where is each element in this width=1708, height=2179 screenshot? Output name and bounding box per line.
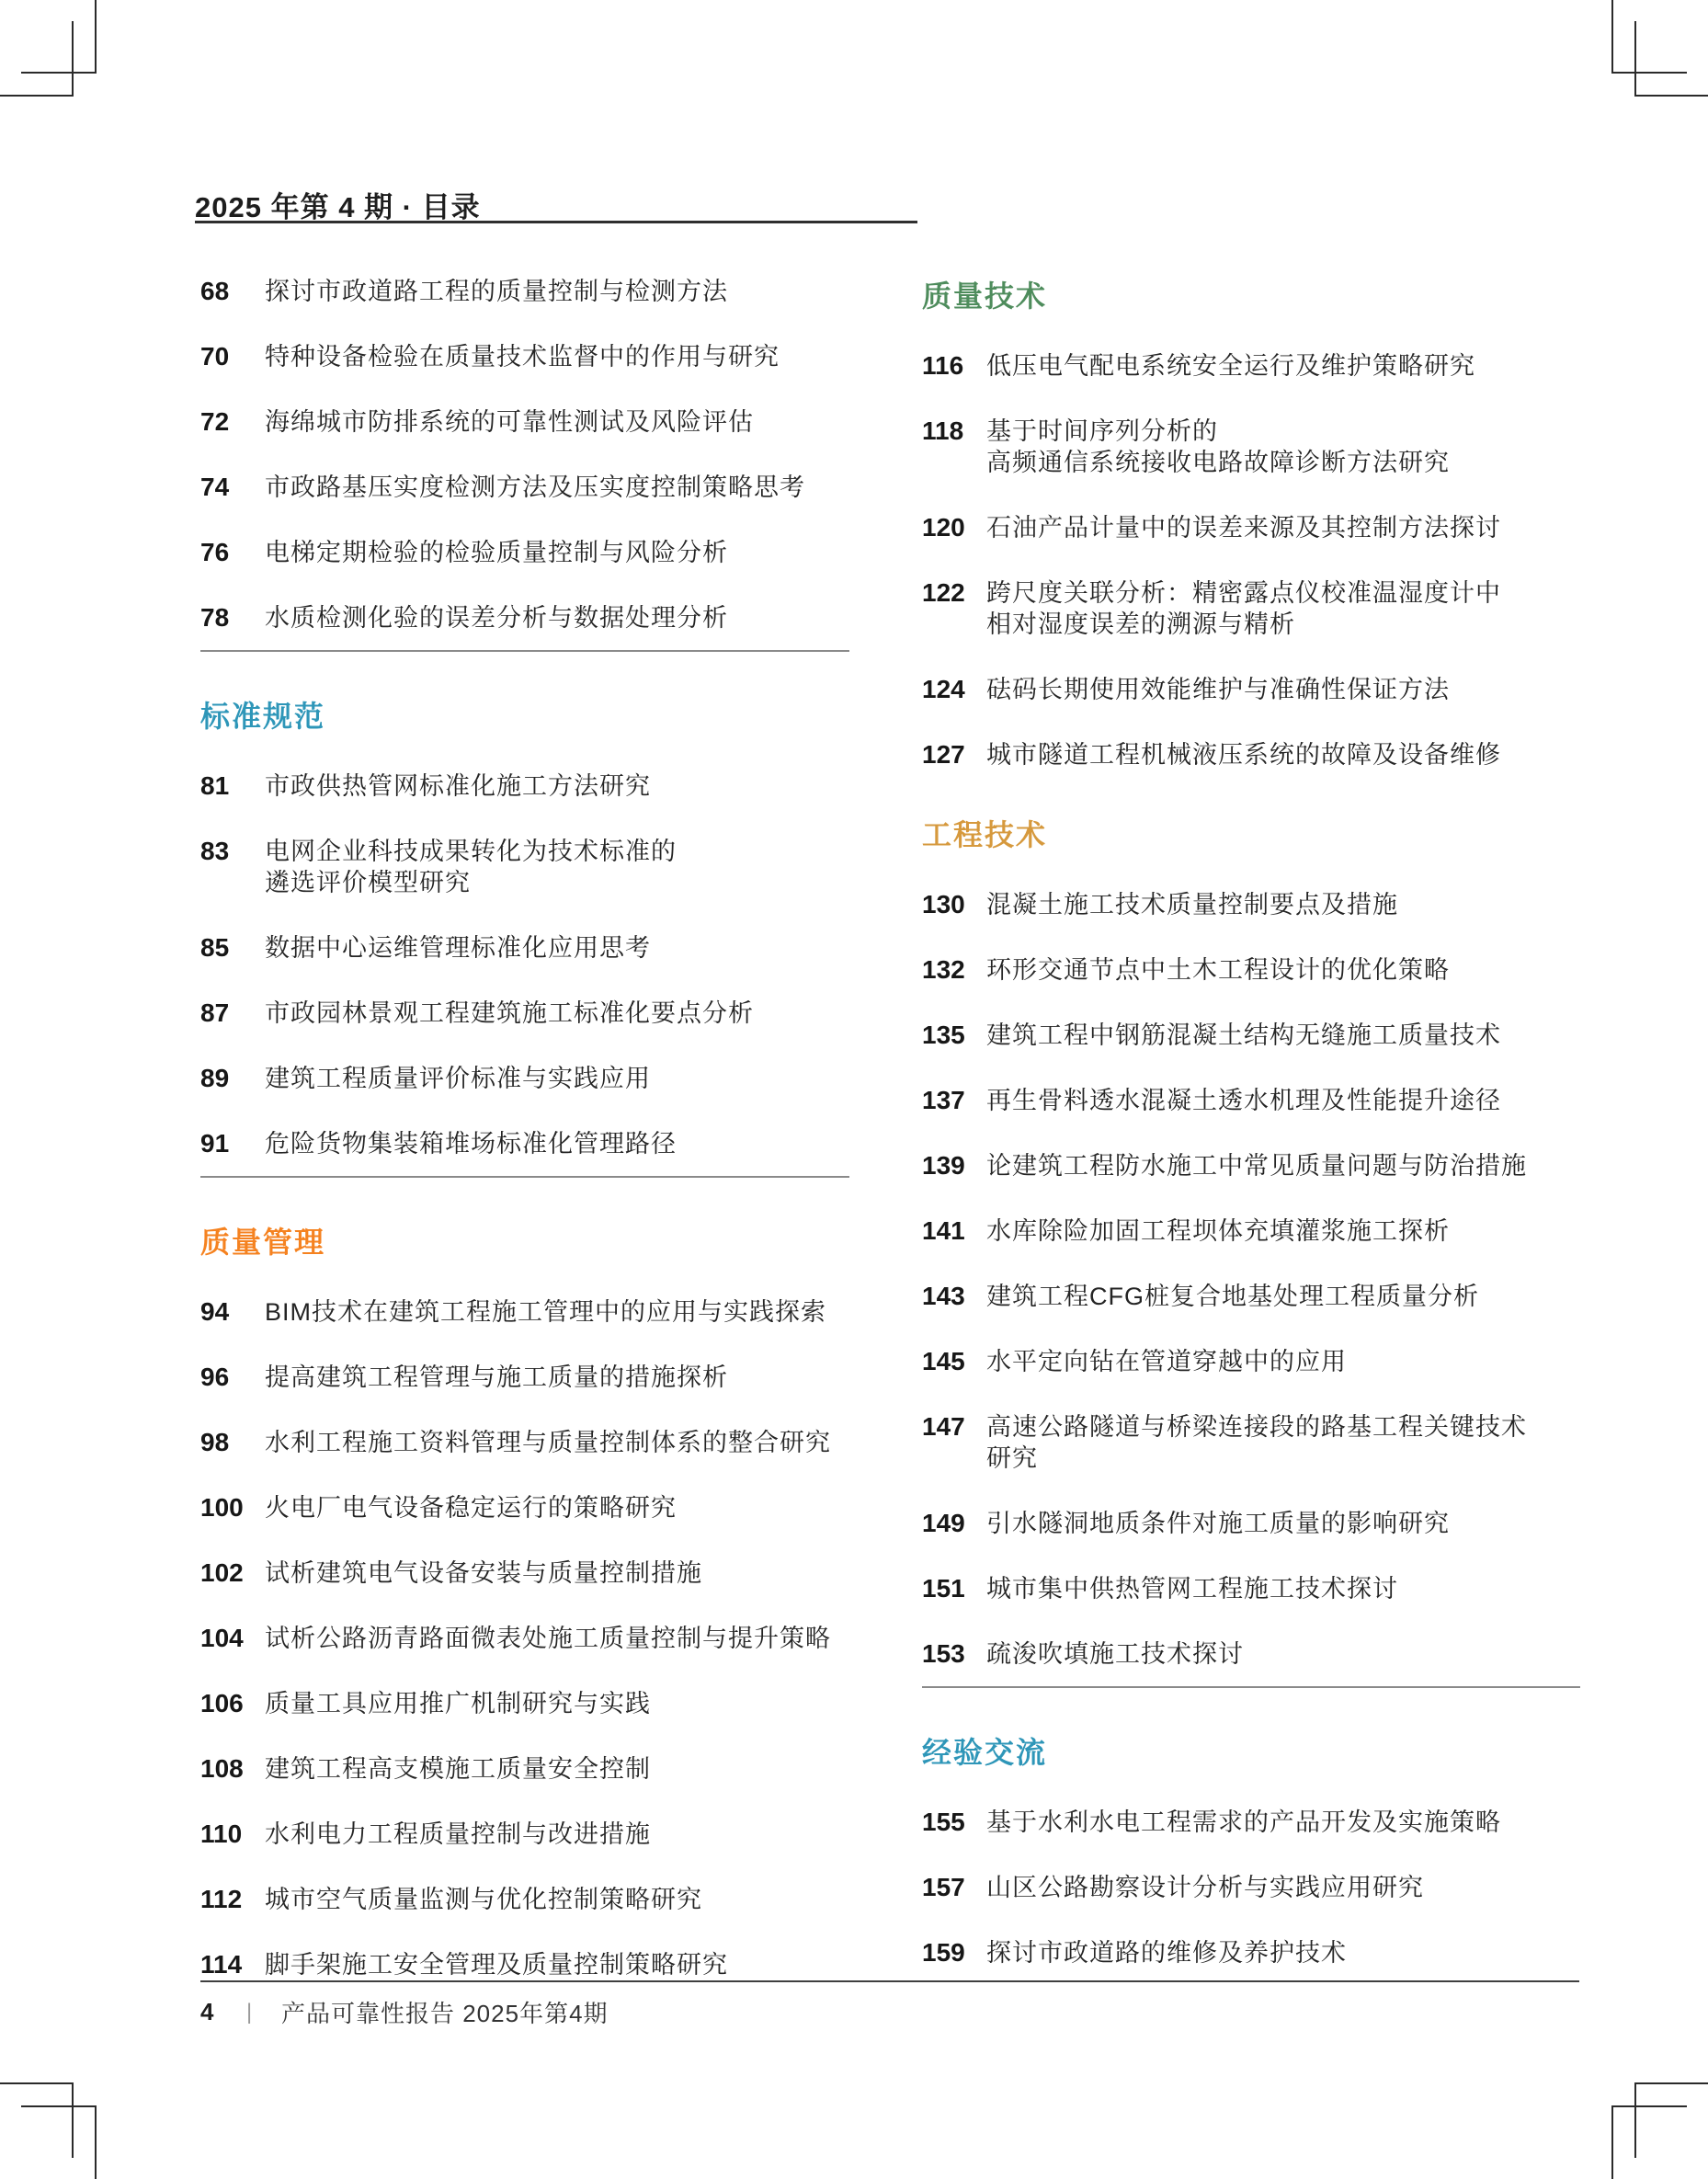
toc-entry [200,1753,849,1785]
toc-entry-title: 城市空气质量监测与优化控制策略研究 [265,1886,702,1913]
toc-entry [200,998,849,1029]
toc-entry [200,836,849,898]
title-rule [195,221,917,223]
toc-entry-title: 混凝土施工技术质量控制要点及措施 [986,891,1398,918]
toc-entry [200,341,849,372]
toc-entry-page: 127 [922,740,965,769]
toc-entry-page: 122 [922,578,965,607]
toc-entry-page: 114 [200,1950,243,1979]
toc-entry [200,1492,849,1523]
toc-entry [922,1508,1580,1539]
toc-entry-title: 建筑工程CFG桩复合地基处理工程质量分析 [986,1283,1479,1310]
toc-entry-page: 149 [922,1509,965,1537]
toc-entry-page: 153 [922,1639,965,1668]
toc-entry-title: 山区公路勘察设计分析与实践应用研究 [986,1874,1424,1901]
toc-entry-title: 疏浚吹填施工技术探讨 [986,1640,1244,1668]
toc-entry [200,770,849,802]
toc-entry [200,602,849,633]
section-divider [200,1176,849,1178]
toc-entry [200,1819,849,1850]
toc-entry [200,1557,849,1589]
toc-entry-title: 水利电力工程质量控制与改进措施 [265,1820,651,1848]
toc-entry [200,537,849,568]
toc-entry [922,1638,1580,1670]
toc-entry-page: 159 [922,1938,965,1967]
toc-entry-title: 城市隧道工程机械液压系统的故障及设备维修 [986,741,1501,769]
toc-entry-title: 电网企业科技成果转化为技术标准的 遴选评价模型研究 [265,838,677,896]
toc-entry-title: 市政供热管网标准化施工方法研究 [265,772,651,800]
toc-entry-title: 低压电气配电系统安全运行及维护策略研究 [986,352,1475,380]
footer-page-number: 4 [200,1998,214,2025]
toc-entry-page: 143 [922,1282,965,1310]
toc-entry [922,1020,1580,1051]
toc-entry-title: 再生骨料透水混凝土透水机理及性能提升途径 [986,1087,1501,1114]
toc-entry-title: 基于时间序列分析的 高频通信系统接收电路故障诊断方法研究 [986,417,1450,476]
crop-mark [0,2082,74,2158]
toc-entry-title: 脚手架施工安全管理及质量控制策略研究 [265,1951,728,1979]
toc-entry-page: 141 [922,1216,965,1245]
toc-entry [200,472,849,503]
toc-entry-title: 试析公路沥青路面微表处施工质量控制与提升策略 [265,1625,831,1652]
toc-entry-page: 94 [200,1297,230,1326]
toc-entry [922,1215,1580,1247]
toc-entry-page: 98 [200,1428,230,1456]
section-divider [200,650,849,652]
footer-separator: | [246,1999,253,2025]
toc-entry-title: 危险货物集装箱堆场标准化管理路径 [265,1130,677,1158]
toc-entry-title: 水库除险加固工程坝体充填灌浆施工探析 [986,1217,1450,1245]
toc-entry-title: 数据中心运维管理标准化应用思考 [265,934,651,962]
toc-entry-title: 海绵城市防排系统的可靠性测试及风险评估 [265,408,754,436]
toc-entry-title: 石油产品计量中的误差来源及其控制方法探讨 [986,514,1501,542]
toc-entry-title: 探讨市政道路的维修及养护技术 [986,1939,1347,1967]
toc-entry-title: 砝码长期使用效能维护与准确性保证方法 [986,676,1450,703]
toc-entry-page: 151 [922,1574,965,1603]
toc-entry [922,1807,1580,1838]
toc-entry-title: 电梯定期检验的检验质量控制与风险分析 [265,539,728,566]
toc-entry [200,276,849,307]
toc-entry [200,1949,849,1980]
toc-entry [922,1085,1580,1116]
toc-entry [200,1884,849,1915]
footer-rule [200,1980,1579,1982]
toc-entry [922,512,1580,543]
toc-entry-page: 78 [200,603,230,632]
toc-entry-page: 120 [922,513,965,542]
toc-entry-title: 火电厂电气设备稳定运行的策略研究 [265,1494,677,1522]
toc-entry-page: 100 [200,1493,244,1522]
toc-column-right [922,276,1580,1968]
toc-entry [200,1296,849,1328]
toc-entry-page: 96 [200,1363,230,1391]
toc-entry-page: 157 [922,1873,965,1901]
toc-entry [922,577,1580,640]
toc-entry-page: 135 [922,1021,965,1049]
toc-entry [922,1150,1580,1181]
toc-entry-title: 跨尺度关联分析：精密露点仪校准温湿度计中 相对湿度误差的溯源与精析 [986,579,1501,638]
toc-entry-page: 106 [200,1689,244,1717]
toc-entry [922,954,1580,986]
toc-entry [922,674,1580,705]
toc-entry [200,1362,849,1393]
toc-entry [200,1427,849,1458]
toc-entry-page: 118 [922,416,964,445]
toc-entry-page: 85 [200,933,230,962]
toc-entry-page: 104 [200,1624,244,1652]
toc-entry-page: 139 [922,1151,965,1180]
toc-entry-title: 提高建筑工程管理与施工质量的措施探析 [265,1363,728,1391]
crop-mark [0,21,74,97]
toc-entry [200,406,849,438]
toc-entry-title: 建筑工程质量评价标准与实践应用 [265,1065,651,1092]
toc-entry-page: 68 [200,277,230,305]
toc-entry-page: 108 [200,1754,244,1783]
toc-entry-page: 91 [200,1129,230,1158]
toc-entry-title: BIM技术在建筑工程施工管理中的应用与实践探索 [265,1298,827,1326]
toc-entry [200,1063,849,1094]
toc-entry-page: 124 [922,675,965,703]
toc-entry-page: 70 [200,342,230,371]
toc-entry [922,889,1580,920]
toc-entry-page: 147 [922,1412,965,1441]
toc-entry [922,416,1580,478]
toc-entry-title: 探讨市政道路工程的质量控制与检测方法 [265,278,728,305]
toc-entry-page: 145 [922,1347,965,1375]
toc-entry-page: 130 [922,890,965,918]
toc-entry-page: 89 [200,1064,230,1092]
section-header: 质量技术 [922,280,1048,313]
toc-entry-page: 87 [200,998,230,1027]
footer [200,1995,609,2029]
toc-entry [922,1573,1580,1604]
toc-entry-page: 155 [922,1808,965,1836]
section-divider [922,1686,1580,1688]
toc-entry [922,1872,1580,1903]
toc-entry-page: 76 [200,538,230,566]
toc-entry [922,739,1580,770]
section-header: 经验交流 [922,1736,1048,1769]
toc-entry [200,1688,849,1719]
toc-entry-title: 建筑工程中钢筋混凝土结构无缝施工质量技术 [986,1021,1501,1049]
toc-entry-page: 132 [922,955,965,984]
toc-entry-page: 110 [200,1820,243,1848]
page-title: 2025 年第 4 期 · 目录 [195,191,481,223]
toc-entry-page: 74 [200,473,230,501]
toc-entry [922,1281,1580,1312]
toc-entry [922,1346,1580,1377]
toc-entry [200,1128,849,1159]
crop-mark [1634,21,1708,97]
toc-entry-title: 基于水利水电工程需求的产品开发及实施策略 [986,1808,1501,1836]
toc-entry-title: 市政路基压实度检测方法及压实度控制策略思考 [265,473,805,501]
toc-entry-page: 102 [200,1558,244,1587]
toc-entry-title: 环形交通节点中土木工程设计的优化策略 [986,956,1450,984]
toc-entry [200,932,849,964]
section-header: 标准规范 [200,700,326,733]
toc-entry-page: 116 [922,351,964,380]
toc-entry-title: 高速公路隧道与桥梁连接段的路基工程关键技术 研究 [986,1413,1527,1472]
toc-column-left [200,276,849,1980]
toc-entry-title: 特种设备检验在质量技术监督中的作用与研究 [265,343,780,371]
toc-entry [200,1623,849,1654]
toc-entry-title: 水利工程施工资料管理与质量控制体系的整合研究 [265,1429,831,1456]
toc-entry-page: 83 [200,837,230,865]
toc-entry-page: 112 [200,1885,243,1913]
section-header: 工程技术 [922,818,1048,851]
toc-entry-title: 建筑工程高支模施工质量安全控制 [265,1755,651,1783]
toc-entry-page: 81 [200,771,230,800]
toc-entry [922,1937,1580,1968]
toc-entry-title: 试析建筑电气设备安装与质量控制措施 [265,1559,702,1587]
toc-entry-title: 水质检测化验的误差分析与数据处理分析 [265,604,728,632]
toc-entry-page: 137 [922,1086,965,1114]
section-header: 质量管理 [200,1226,326,1259]
toc-entry-title: 水平定向钻在管道穿越中的应用 [986,1348,1347,1375]
toc-entry-title: 引水隧洞地质条件对施工质量的影响研究 [986,1510,1450,1537]
toc-entry-title: 市政园林景观工程建筑施工标准化要点分析 [265,999,754,1027]
toc-entry [922,350,1580,382]
crop-mark [1634,2082,1708,2158]
toc-entry-page: 72 [200,407,230,436]
toc-entry-title: 城市集中供热管网工程施工技术探讨 [986,1575,1398,1603]
footer-journal-name: 产品可靠性报告 2025年第4期 [281,2000,609,2027]
toc-entry-title: 质量工具应用推广机制研究与实践 [265,1690,651,1717]
toc-entry-title: 论建筑工程防水施工中常见质量问题与防治措施 [986,1152,1527,1180]
toc-entry [922,1411,1580,1474]
